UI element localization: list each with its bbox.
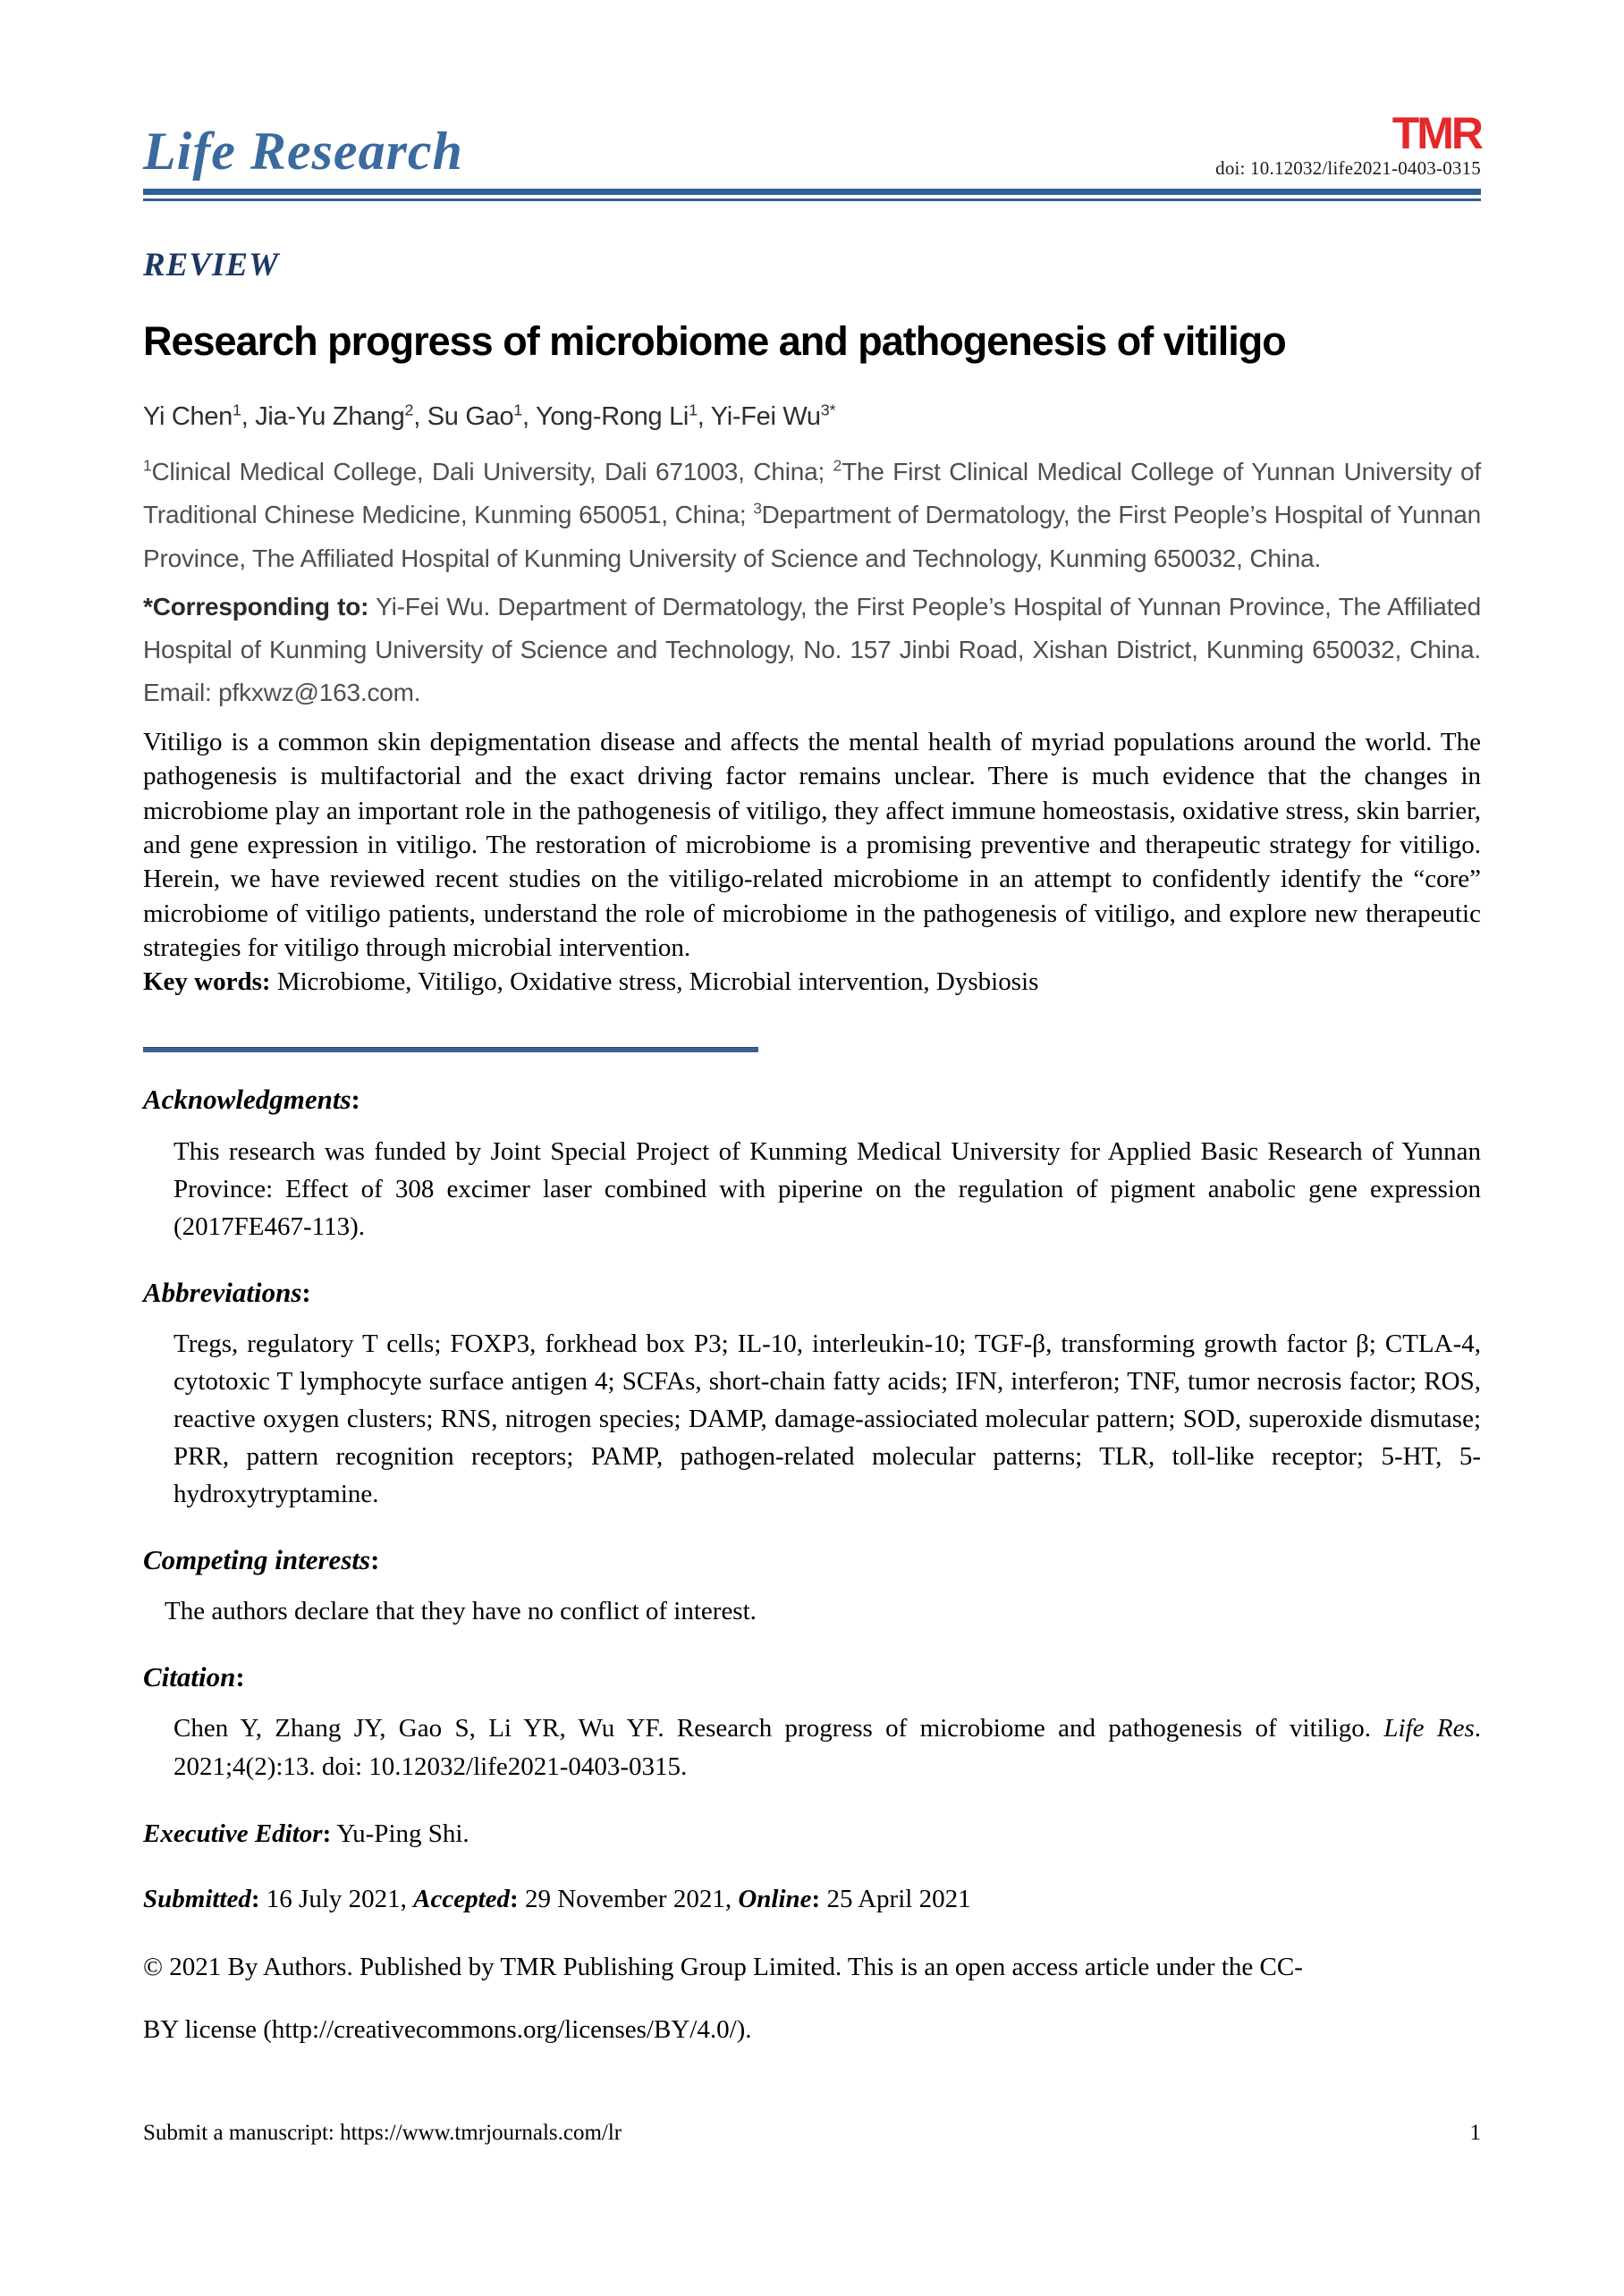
citation-body: Chen Y, Zhang JY, Gao S, Li YR, Wu YF. Research progress of microbiome and pathogenesis of vitiligo. Life Res. 2021;4(2):13. doi: 10.12032/life2021-0403-0315. xyxy=(173,1714,1481,1781)
competing-interests-body: The authors declare that they have no conflict of interest. xyxy=(165,1597,757,1626)
doi-text: doi: 10.12032/life2021-0403-0315 xyxy=(1215,157,1481,179)
acknowledgments-heading: Acknowledgments: xyxy=(143,1084,360,1116)
header-rule xyxy=(143,189,1481,201)
section-divider xyxy=(143,1047,758,1052)
abstract-text: Vitiligo is a common skin depigmentation disease and affects the mental health of myriad populations around the world. The pathogenesis is multifactorial and the exact driving factor remains unclear. There is much evidence that the changes in microbiome play an important role in the pathogenesis of vitiligo, they affect immune homeostasis, oxidative stress, skin barrier, and gene expression in vitiligo. The restoration of microbiome is a promising preventive and therapeutic strategy for vitiligo. Herein, we have reviewed recent studies on the vitiligo-related microbiome in an attempt to confidently identify the “core” microbiome of vitiligo patients, understand the role of microbiome in the pathogenesis of vitiligo, and explore new therapeutic strategies for vitiligo through microbial intervention. xyxy=(143,728,1481,962)
header-rule-thick xyxy=(143,189,1481,195)
masthead xyxy=(143,0,1481,180)
article-title: Research progress of microbiome and pathogenesis of vitiligo xyxy=(143,318,1286,364)
footer-submit-text: Submit a manuscript: https://www.tmrjournals.com/lr xyxy=(143,2121,622,2145)
executive-editor-line: Executive Editor: Yu-Ping Shi. xyxy=(143,1819,469,1848)
abbreviations-heading: Abbreviations: xyxy=(143,1276,311,1308)
keywords-line: Key words: Microbiome, Vitiligo, Oxidative stress, Microbial intervention, Dysbiosis xyxy=(143,967,1039,997)
header-rule-thin xyxy=(143,198,1481,201)
citation-heading: Citation: xyxy=(143,1661,245,1693)
article-type-label: REVIEW xyxy=(143,247,280,283)
tmr-logo: TMR xyxy=(1391,108,1481,158)
competing-interests-heading: Competing interests: xyxy=(143,1544,380,1576)
copyright-line-1: © 2021 By Authors. Published by TMR Publishing Group Limited. This is an open access article under the CC- xyxy=(143,1952,1303,1981)
affiliations: $^1$Clinical Medical College, Dali University, Dali 671003, China; $^2$The First Clinical Medical College of Yunnan University of Traditional Chinese Medicine, Kunming 650051, China; $^3$Department of Dermatology, the First People’s Hospital of Yunnan Province, The Affiliated Hospital of Kunming University of Science and Technology, Kunming 650032, China. xyxy=(143,456,1482,572)
journal-title: Life Research xyxy=(143,122,463,181)
abbreviations-body: Tregs, regulatory T cells; FOXP3, forkhead box P3; IL-10, interleukin-10; TGF-β, transforming growth factor β; CTLA-4, cytotoxic T lymphocyte surface antigen 4; SCFAs, short-chain fatty acids; IFN, interferon; TNF, tumor necrosis factor; ROS, reactive oxygen clusters; RNS, nitrogen species; DAMP, damage-assiociated molecular pattern; SOD, superoxide dismutase; PRR, pattern recognition receptors; PAMP, pathogen-related molecular patterns; TLR, toll-like receptor; 5-HT, 5-hydroxytryptamine. xyxy=(173,1329,1481,1509)
acknowledgments-body: This research was funded by Joint Special Project of Kunming Medical University for Applied Basic Research of Yunnan Province: Effect of 308 excimer laser combined with piperine on the regulation of pigment anabolic gene expression (2017FE467-113). xyxy=(173,1136,1481,1241)
corresponding-note: *Corresponding to: Yi-Fei Wu. Department of Dermatology, the First People’s Hospital of Yunnan Province, The Affiliated Hospital of Kunming University of Science and Technology, No. 157 Jinbi Road, Xishan District, Kunming 650032, China. Email: pfkxwz@163.com. xyxy=(143,592,1481,707)
dates-line: Submitted: 16 July 2021, Accepted: 29 November 2021, Online: 25 April 2021 xyxy=(143,1885,971,1914)
masthead-right xyxy=(1215,108,1481,180)
authors-line: Yi Chen$^1$, Jia-Yu Zhang$^2$, Su Gao$^1$, Yong-Rong Li$^1$, Yi-Fei $Wu^{3*}$ xyxy=(143,401,836,432)
copyright-line-2: BY license (http://creativecommons.org/licenses/BY/4.0/). xyxy=(143,2014,752,2044)
page-footer xyxy=(143,2121,1481,2146)
page-number: 1 xyxy=(1469,2121,1481,2145)
